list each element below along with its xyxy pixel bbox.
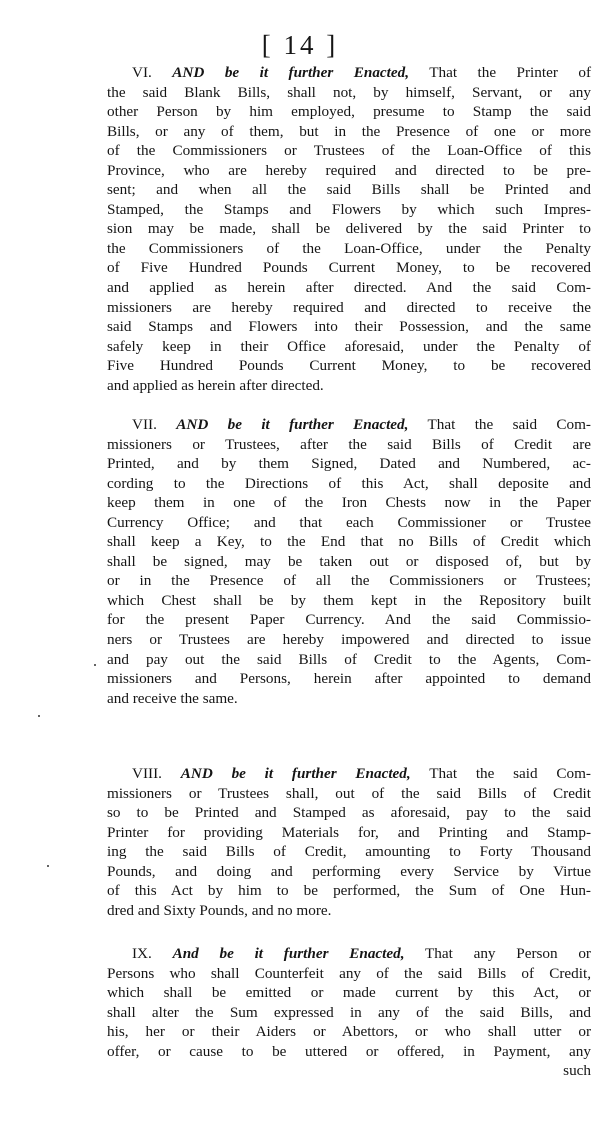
text-line: Province, who are hereby required and directed to be pre-: [107, 161, 591, 179]
text-line: of this Act by him to be performed, the Sum of One Hun-: [107, 882, 591, 900]
text-line: keep them in one of the Iron Chests now in the Paper: [107, 494, 591, 512]
enacting-clause: AND be it further Enacted,: [172, 64, 410, 81]
text-line: missioners and Persons, herein after appointed to demand: [107, 670, 591, 688]
catchword: such: [563, 1062, 591, 1080]
section-heading: IX.: [132, 945, 152, 962]
section-ix: [107, 944, 591, 1081]
enacting-clause: AND be it further Enacted,: [176, 416, 409, 433]
page-number: [ 14 ]: [261, 30, 339, 60]
text-line: Five Hundred Pounds Current Money, to be recovered: [107, 357, 591, 375]
text-line: shall be signed, may be taken out or disposed of, but by: [107, 552, 591, 570]
text-line: shall keep a Key, to the End that no Bills of Credit which: [107, 533, 591, 551]
text-line: the Commissioners of the Loan-Office, under the Penalty: [107, 239, 591, 257]
text-line: missioners are hereby required and directed to receive the: [107, 298, 591, 316]
ink-speck: [47, 865, 49, 867]
text-line: and pay out the said Bills of Credit to the Agents, Com-: [107, 650, 591, 668]
text-line: offer, or cause to be uttered or offered, in Payment, any: [107, 1042, 591, 1060]
text-line: the said Blank Bills, shall not, by himself, Servant, or any: [107, 83, 591, 101]
text-line: dred and Sixty Pounds, and no more.: [107, 901, 332, 919]
text-line: and receive the same.: [107, 689, 238, 707]
section-heading: VII.: [132, 416, 157, 433]
text-line: That any Person or: [425, 945, 591, 962]
text-line: shall alter the Sum expressed in any of the said Bills, and: [107, 1003, 591, 1021]
section-vii: [107, 415, 591, 708]
text-line: for the present Paper Currency. And the said Commissio-: [107, 611, 591, 629]
text-line: of Five Hundred Pounds Current Money, to be recovered: [107, 259, 591, 277]
section-first-line: [107, 944, 591, 964]
text-line: his, her or their Aiders or Abettors, or who shall utter or: [107, 1023, 591, 1041]
text-line: Printed, and by them Signed, Dated and Numbered, ac-: [107, 455, 591, 473]
text-line: ing the said Bills of Credit, amounting to Forty Thousand: [107, 843, 591, 861]
text-line: Stamped, the Stamps and Flowers by which such Impres-: [107, 200, 591, 218]
text-line: which Chest shall be by them kept in the Repository built: [107, 591, 591, 609]
text-line: sent; and when all the said Bills shall be Printed and: [107, 181, 591, 199]
text-line: cording to the Directions of this Act, shall deposite and: [107, 474, 591, 492]
text-line: Pounds, and doing and performing every Service by Virtue: [107, 862, 591, 880]
enacting-clause: AND be it further Enacted,: [180, 765, 411, 782]
ink-speck: [38, 715, 40, 717]
text-line: That the said Com-: [427, 416, 591, 433]
section-heading: VIII.: [132, 765, 162, 782]
text-line: That the Printer of: [429, 64, 591, 81]
section-first-line: [107, 764, 591, 784]
text-line: missioners or Trustees, after the said Bills of Credit are: [107, 435, 591, 453]
text-line: other Person by him employed, presume to Stamp the said: [107, 103, 591, 121]
text-line: or in the Presence of all the Commissioners or Trustees;: [107, 572, 591, 590]
text-line: of the Commissioners or Trustees of the Loan-Office of this: [107, 142, 591, 160]
section-first-line: [107, 63, 591, 83]
enacting-clause: And be it further Enacted,: [172, 945, 405, 962]
text-line: and applied as herein after directed. And the said Com-: [107, 279, 591, 297]
text-line: missioners or Trustees shall, out of the said Bills of Credit: [107, 784, 591, 802]
text-line: Currency Office; and that each Commissioner or Trustee: [107, 513, 591, 531]
ink-speck: [94, 664, 96, 666]
text-line: said Stamps and Flowers into their Possession, and the same: [107, 318, 591, 336]
section-viii: [107, 764, 591, 920]
section-vi: [107, 63, 591, 395]
text-line: Persons who shall Counterfeit any of the said Bills of Credit,: [107, 964, 591, 982]
text-line: That the said Com-: [429, 765, 591, 782]
text-line: ners or Trustees are hereby impowered and directed to issue: [107, 631, 591, 649]
text-line: Printer for providing Materials for, and Printing and Stamp-: [107, 823, 591, 841]
section-heading: VI.: [132, 64, 152, 81]
text-line: which shall be emitted or made current by this Act, or: [107, 984, 591, 1002]
text-line: safely keep in their Office aforesaid, under the Penalty of: [107, 337, 591, 355]
section-first-line: [107, 415, 591, 435]
text-line: Bills, or any of them, but in the Presence of one or more: [107, 122, 591, 140]
text-line: so to be Printed and Stamped as aforesaid, pay to the said: [107, 804, 591, 822]
text-line: and applied as herein after directed.: [107, 376, 324, 394]
text-line: sion may be made, shall be delivered by the said Printer to: [107, 220, 591, 238]
